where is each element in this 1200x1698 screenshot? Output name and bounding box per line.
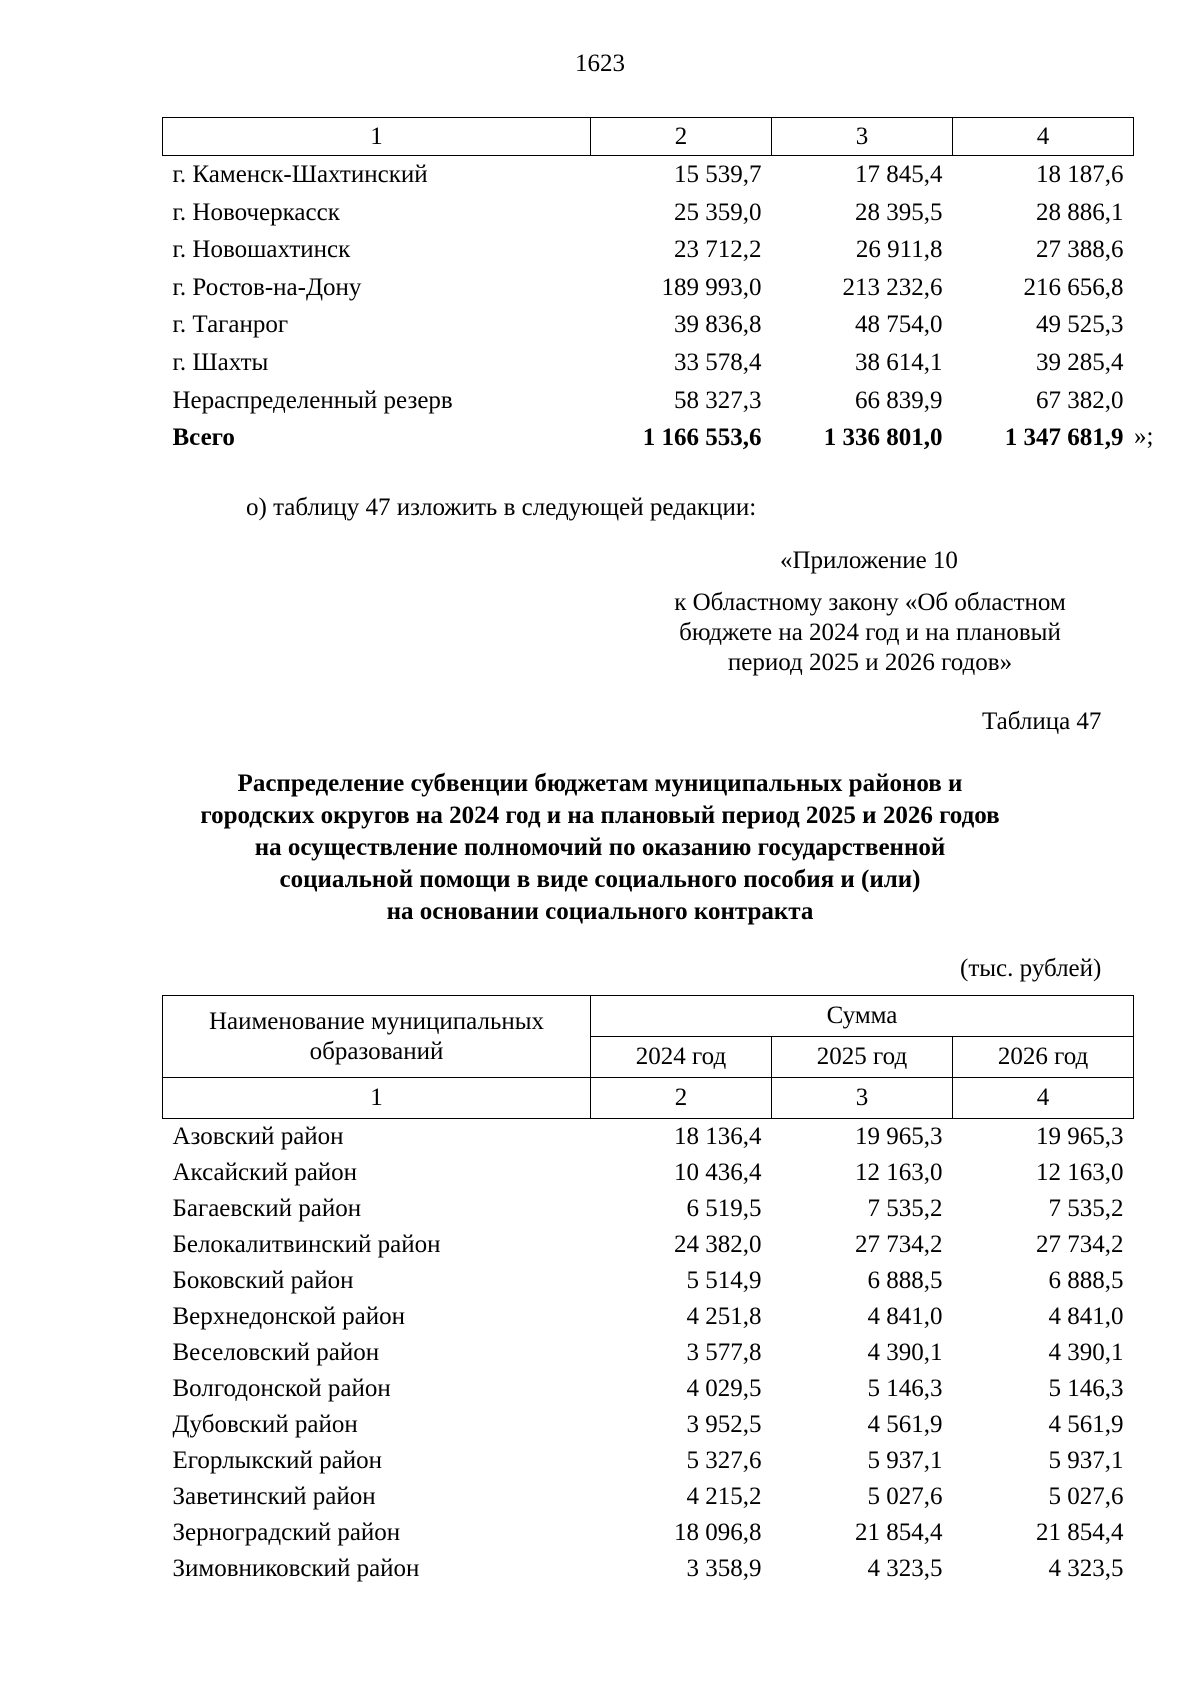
municipality-name: г. Таганрог — [172, 311, 289, 339]
value-2026: 216 656,8 — [1023, 273, 1124, 301]
table-row — [163, 231, 1134, 269]
value-2025: 213 232,6 — [842, 273, 943, 301]
municipality-name: Нераспределенный резерв — [172, 386, 453, 414]
value-2026: 5 937,1 — [1048, 1447, 1124, 1474]
value-2024: 18 096,8 — [674, 1519, 762, 1546]
value-2024: 33 578,4 — [674, 348, 762, 376]
municipality-name: Зимовниковский район — [172, 1555, 420, 1582]
table-row — [163, 1551, 1134, 1587]
caption-line: социальной помощи в виде социального пособия и (или) — [279, 866, 921, 893]
table-row — [163, 1479, 1134, 1515]
caption-line: на основании социального контракта — [386, 898, 814, 925]
value-2026: 4 323,5 — [1048, 1555, 1124, 1582]
appendix-reference — [620, 588, 1120, 678]
value-2024: 189 993,0 — [661, 273, 762, 301]
value-2024: 18 136,4 — [674, 1123, 762, 1150]
continued-table-body — [163, 156, 1134, 420]
column-number-cell: 1 — [163, 118, 591, 156]
appendix-reference-line: бюджете на 2024 год и на плановый — [679, 619, 1061, 646]
total-row — [163, 419, 1134, 457]
table-caption — [150, 768, 1050, 928]
year-header: 2025 год — [772, 1037, 953, 1078]
caption-line: Распределение субвенции бюджетам муниципальных районов и — [237, 770, 963, 797]
value-2024: 25 359,0 — [674, 198, 762, 226]
table-label: Таблица 47 — [982, 708, 1102, 735]
total-2025: 1 336 801,0 — [823, 424, 943, 452]
continued-table — [162, 117, 1134, 457]
closing-quote-mark: »; — [1134, 423, 1154, 450]
value-2026: 4 561,9 — [1048, 1411, 1124, 1438]
value-2026: 4 390,1 — [1048, 1339, 1124, 1366]
column-number-cell: 4 — [953, 118, 1134, 156]
value-2024: 39 836,8 — [674, 311, 762, 339]
municipality-name: Боковский район — [172, 1267, 354, 1294]
column-number-row — [163, 118, 1134, 156]
amendment-instruction: о) таблицу 47 изложить в следующей редакции: — [246, 494, 757, 521]
table-row — [163, 1263, 1134, 1299]
table-row — [163, 306, 1134, 344]
table-row — [163, 1299, 1134, 1335]
name-column-header: Наименование муниципальных образований — [163, 996, 591, 1078]
column-number-cell: 3 — [772, 118, 953, 156]
appendix-reference-line: период 2025 и 2026 годов» — [727, 649, 1013, 676]
value-2025: 5 027,6 — [867, 1483, 943, 1510]
municipality-name: г. Шахты — [172, 348, 269, 376]
value-2024: 5 327,6 — [686, 1447, 762, 1474]
municipality-name: г. Новошахтинск — [172, 236, 351, 264]
value-2024: 6 519,5 — [686, 1195, 762, 1222]
value-2026: 12 163,0 — [1036, 1159, 1124, 1186]
municipality-name: г. Новочеркасск — [172, 198, 340, 226]
value-2025: 48 754,0 — [855, 311, 943, 339]
table-row — [163, 344, 1134, 382]
value-2026: 6 888,5 — [1048, 1267, 1124, 1294]
table-47-body — [163, 1119, 1134, 1588]
value-2025: 4 390,1 — [867, 1339, 943, 1366]
value-2025: 28 395,5 — [855, 198, 943, 226]
municipality-name: г. Каменск-Шахтинский — [172, 161, 428, 188]
municipality-name: Азовский район — [172, 1123, 344, 1150]
value-2026: 27 734,2 — [1036, 1231, 1124, 1258]
value-2025: 7 535,2 — [867, 1195, 943, 1222]
year-header: 2026 год — [953, 1037, 1134, 1078]
column-number-cell: 3 — [772, 1078, 953, 1119]
value-2025: 4 561,9 — [867, 1411, 943, 1438]
value-2025: 21 854,4 — [855, 1519, 943, 1546]
municipality-name: г. Ростов-на-Дону — [172, 273, 362, 301]
value-2024: 3 577,8 — [686, 1339, 762, 1366]
municipality-name: Зерноградский район — [172, 1519, 401, 1546]
value-2025: 38 614,1 — [855, 348, 943, 376]
table-row — [163, 1335, 1134, 1371]
table-row — [163, 269, 1134, 307]
value-2026: 49 525,3 — [1036, 311, 1124, 339]
value-2025: 5 146,3 — [867, 1375, 943, 1402]
municipality-name: Веселовский район — [172, 1339, 380, 1366]
value-2024: 3 952,5 — [686, 1411, 762, 1438]
municipality-name: Аксайский район — [172, 1159, 358, 1186]
value-2025: 19 965,3 — [855, 1123, 943, 1150]
value-2024: 10 436,4 — [674, 1159, 762, 1186]
value-2024: 5 514,9 — [686, 1267, 762, 1294]
appendix-title: «Приложение 10 — [780, 547, 958, 574]
municipality-name: Багаевский район — [172, 1195, 362, 1222]
value-2025: 27 734,2 — [855, 1231, 943, 1258]
total-2024: 1 166 553,6 — [642, 424, 762, 452]
column-number-cell: 2 — [591, 1078, 772, 1119]
value-2025: 26 911,8 — [855, 236, 943, 264]
value-2026: 5 027,6 — [1048, 1483, 1124, 1510]
table-row — [163, 1407, 1134, 1443]
table-row — [163, 1443, 1134, 1479]
table-row — [163, 1515, 1134, 1551]
value-2025: 17 845,4 — [855, 161, 943, 188]
municipality-name: Заветинский район — [172, 1483, 376, 1510]
table-row — [163, 1191, 1134, 1227]
column-number-cell: 1 — [163, 1078, 591, 1119]
municipality-name: Егорлыкский район — [172, 1447, 382, 1474]
value-2025: 12 163,0 — [855, 1159, 943, 1186]
appendix-reference-line: к Областному закону «Об областном — [674, 589, 1066, 616]
value-2024: 23 712,2 — [674, 236, 762, 264]
total-label: Всего — [172, 424, 235, 452]
value-2026: 5 146,3 — [1048, 1375, 1124, 1402]
caption-line: на осуществление полномочий по оказанию государственной — [254, 834, 946, 861]
value-2024: 24 382,0 — [674, 1231, 762, 1258]
value-2024: 4 029,5 — [686, 1375, 762, 1402]
total-2026: 1 347 681,9 — [1004, 424, 1124, 452]
value-2024: 3 358,9 — [686, 1555, 762, 1582]
column-number-cell: 2 — [591, 118, 772, 156]
table-row — [163, 1155, 1134, 1191]
value-2026: 28 886,1 — [1036, 198, 1124, 226]
year-header: 2024 год — [591, 1037, 772, 1078]
unit-label: (тыс. рублей) — [960, 955, 1102, 982]
value-2026: 27 388,6 — [1036, 236, 1124, 264]
sum-column-header: Сумма — [591, 996, 1134, 1037]
table-row — [163, 194, 1134, 232]
value-2024: 58 327,3 — [674, 386, 762, 414]
municipality-name: Белокалитвинский район — [172, 1231, 441, 1258]
municipality-name: Волгодонской район — [172, 1375, 391, 1402]
value-2024: 4 215,2 — [686, 1483, 762, 1510]
municipality-name: Дубовский район — [172, 1411, 358, 1438]
header-row — [163, 996, 1134, 1037]
value-2024: 4 251,8 — [686, 1303, 762, 1330]
value-2026: 67 382,0 — [1036, 386, 1124, 414]
table-47 — [162, 995, 1134, 1587]
value-2025: 5 937,1 — [867, 1447, 943, 1474]
page-number: 1623 — [575, 50, 625, 77]
value-2025: 6 888,5 — [867, 1267, 943, 1294]
value-2026: 18 187,6 — [1036, 161, 1124, 188]
value-2025: 4 841,0 — [867, 1303, 943, 1330]
value-2024: 15 539,7 — [674, 161, 762, 188]
caption-line: городских округов на 2024 год и на плановый период 2025 и 2026 годов — [200, 802, 1000, 829]
column-number-cell: 4 — [953, 1078, 1134, 1119]
value-2025: 4 323,5 — [867, 1555, 943, 1582]
value-2026: 39 285,4 — [1036, 348, 1124, 376]
value-2026: 4 841,0 — [1048, 1303, 1124, 1330]
value-2025: 66 839,9 — [855, 386, 943, 414]
value-2026: 19 965,3 — [1036, 1123, 1124, 1150]
table-row — [163, 1119, 1134, 1156]
value-2026: 7 535,2 — [1048, 1195, 1124, 1222]
table-row — [163, 382, 1134, 420]
value-2026: 21 854,4 — [1036, 1519, 1124, 1546]
column-number-row — [163, 1078, 1134, 1119]
table-row — [163, 156, 1134, 194]
table-row — [163, 1227, 1134, 1263]
table-row — [163, 1371, 1134, 1407]
municipality-name: Верхнедонской район — [172, 1303, 405, 1330]
